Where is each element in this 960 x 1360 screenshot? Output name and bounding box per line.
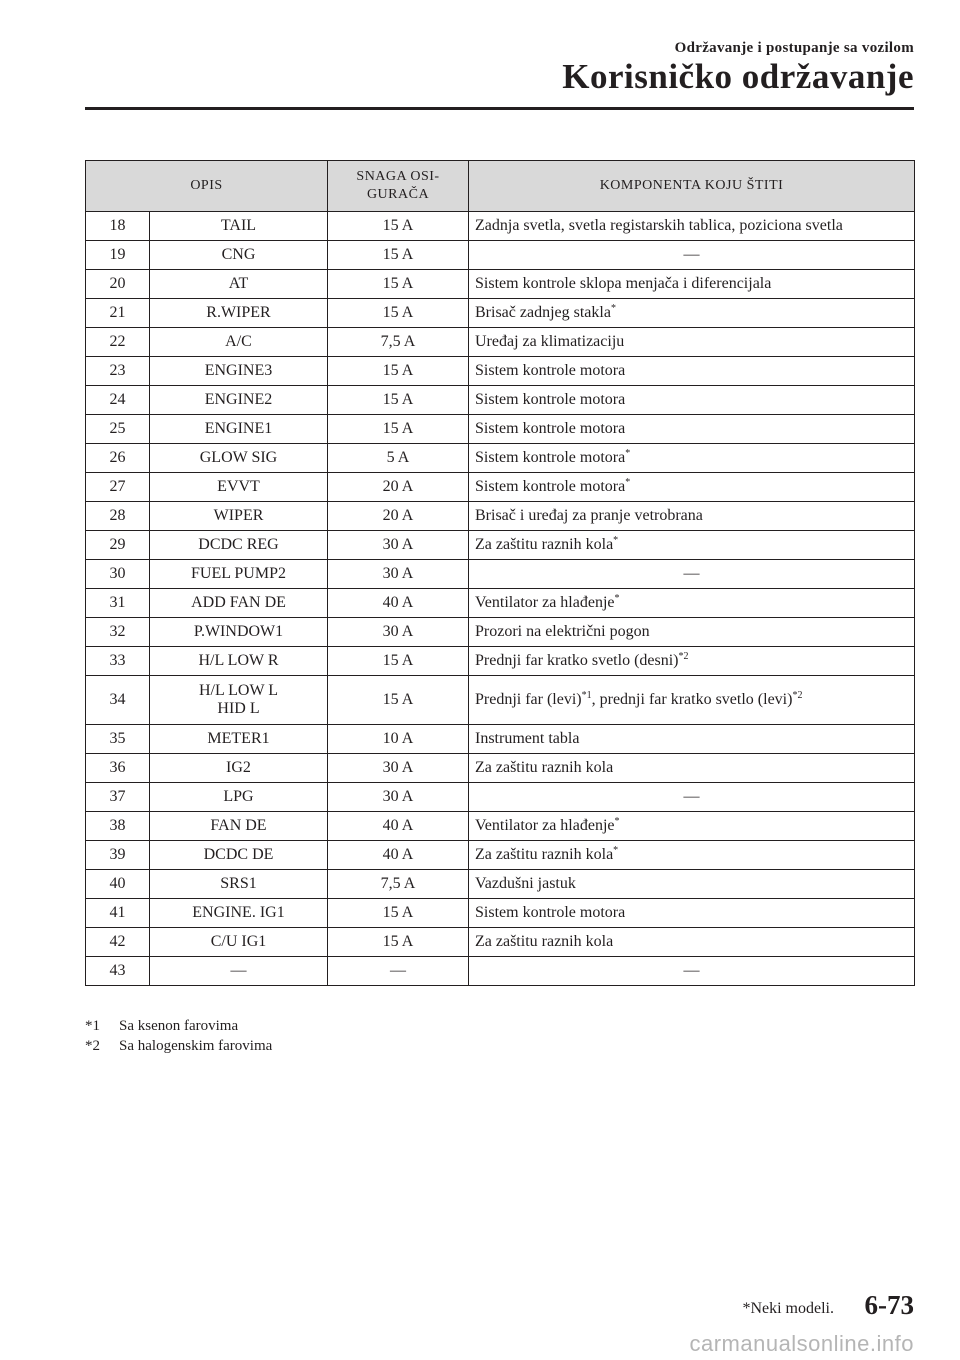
footnote-ref: * — [614, 816, 620, 827]
footnote-2 — [85, 1036, 272, 1056]
footer-note: *Neki modeli. — [742, 1300, 834, 1317]
footnote-ref: * — [613, 535, 619, 546]
fuse-name: ENGINE1 — [150, 415, 328, 444]
fuse-rating: 30 A — [328, 560, 469, 589]
fuse-number: 40 — [86, 870, 150, 899]
table-row — [86, 783, 915, 812]
protected-component — [469, 647, 915, 676]
fuse-number: 21 — [86, 299, 150, 328]
fuse-name: IG2 — [150, 754, 328, 783]
fuse-number: 41 — [86, 899, 150, 928]
component-text: Prednji far kratko svetlo (desni) — [475, 652, 679, 669]
footnote-ref: * — [610, 303, 616, 314]
table-row — [86, 502, 915, 531]
fuse-rating: — — [328, 957, 469, 986]
protected-component — [469, 328, 915, 357]
protected-component — [469, 444, 915, 473]
table-row — [86, 676, 915, 725]
table-row — [86, 957, 915, 986]
fuse-number: 19 — [86, 241, 150, 270]
fuse-name: AT — [150, 270, 328, 299]
protected-component — [469, 270, 915, 299]
table-row — [86, 870, 915, 899]
protected-component — [469, 870, 915, 899]
fuse-name: ADD FAN DE — [150, 589, 328, 618]
fuse-name: SRS1 — [150, 870, 328, 899]
fuse-rating: 7,5 A — [328, 328, 469, 357]
table-row — [86, 531, 915, 560]
fuse-rating: 40 A — [328, 841, 469, 870]
table-row — [86, 473, 915, 502]
fuse-number: 34 — [86, 676, 150, 725]
component-text: Sistem kontrole motora — [475, 391, 626, 408]
component-text: Za zaštitu raznih kola — [475, 759, 614, 776]
component-text: Sistem kontrole motora — [475, 478, 626, 495]
table-row — [86, 754, 915, 783]
fuse-name: DCDC REG — [150, 531, 328, 560]
table-row — [86, 725, 915, 754]
component-text: Sistem kontrole motora — [475, 362, 626, 379]
fuse-number: 42 — [86, 928, 150, 957]
protected-component — [469, 928, 915, 957]
header-rule — [85, 107, 914, 110]
fuse-rating: 15 A — [328, 212, 469, 241]
fuse-number: 20 — [86, 270, 150, 299]
component-text: Sistem kontrole sklopa menjača i diferencijala — [475, 275, 772, 292]
table-row — [86, 928, 915, 957]
protected-component — [469, 618, 915, 647]
fuse-rating: 40 A — [328, 812, 469, 841]
component-text: Zadnja svetla, svetla registarskih tablica, poziciona svetla — [475, 217, 843, 234]
protected-component — [469, 357, 915, 386]
component-text: Instrument tabla — [475, 730, 580, 747]
component-text: Sistem kontrole motora — [475, 904, 626, 921]
fuse-rating: 30 A — [328, 618, 469, 647]
fuse-number: 29 — [86, 531, 150, 560]
footnotes — [85, 1016, 272, 1056]
protected-component — [469, 386, 915, 415]
fuse-name: ENGINE3 — [150, 357, 328, 386]
component-text: — — [683, 788, 700, 805]
fuse-number: 27 — [86, 473, 150, 502]
fuse-rating: 20 A — [328, 473, 469, 502]
fuse-name: H/L LOW R — [150, 647, 328, 676]
fuse-rating: 40 A — [328, 589, 469, 618]
fuse-rating: 15 A — [328, 270, 469, 299]
fuse-number: 25 — [86, 415, 150, 444]
fuse-name: GLOW SIG — [150, 444, 328, 473]
fuse-table — [85, 160, 915, 986]
fuse-name: FAN DE — [150, 812, 328, 841]
footnote-ref: * — [625, 477, 631, 488]
footnote-ref: *1 — [581, 690, 592, 701]
fuse-number: 26 — [86, 444, 150, 473]
table-row — [86, 328, 915, 357]
protected-component — [469, 560, 915, 589]
fuse-rating: 15 A — [328, 899, 469, 928]
protected-component — [469, 812, 915, 841]
table-row — [86, 899, 915, 928]
table-row — [86, 618, 915, 647]
component-text: Vazdušni jastuk — [475, 875, 576, 892]
fuse-rating: 15 A — [328, 299, 469, 328]
fuse-name: FUEL PUMP2 — [150, 560, 328, 589]
protected-component — [469, 212, 915, 241]
fuse-name: METER1 — [150, 725, 328, 754]
protected-component — [469, 783, 915, 812]
table-row — [86, 241, 915, 270]
component-text: , prednji far kratko svetlo (levi) — [591, 691, 793, 708]
table-row — [86, 560, 915, 589]
protected-component — [469, 899, 915, 928]
fuse-name: TAIL — [150, 212, 328, 241]
component-text: — — [683, 565, 700, 582]
table-row — [86, 212, 915, 241]
fuse-rating: 15 A — [328, 647, 469, 676]
fuse-rating: 7,5 A — [328, 870, 469, 899]
footnote-ref: *2 — [678, 651, 689, 662]
component-text: Ventilator za hlađenje — [475, 817, 615, 834]
component-text: Prednji far (levi) — [475, 691, 582, 708]
protected-component — [469, 957, 915, 986]
component-text: — — [683, 246, 700, 263]
fuse-number: 35 — [86, 725, 150, 754]
component-text: Za zaštitu raznih kola — [475, 846, 614, 863]
protected-component — [469, 676, 915, 725]
fuse-rating: 20 A — [328, 502, 469, 531]
fuse-number: 38 — [86, 812, 150, 841]
page-header — [562, 40, 914, 97]
footnote-mark: *2 — [85, 1038, 100, 1054]
fuse-rating: 15 A — [328, 357, 469, 386]
footnote-text: Sa halogenskim farovima — [119, 1038, 273, 1054]
footnote-ref: * — [614, 593, 620, 604]
fuse-number: 30 — [86, 560, 150, 589]
component-text: — — [683, 962, 700, 979]
fuse-name: H/L LOW L HID L — [150, 676, 328, 725]
fuse-number: 32 — [86, 618, 150, 647]
component-text: Prozori na električni pogon — [475, 623, 650, 640]
fuse-number: 37 — [86, 783, 150, 812]
fuse-number: 23 — [86, 357, 150, 386]
table-row — [86, 386, 915, 415]
fuse-name: EVVT — [150, 473, 328, 502]
protected-component — [469, 725, 915, 754]
fuse-rating: 10 A — [328, 725, 469, 754]
fuse-name: A/C — [150, 328, 328, 357]
fuse-name: CNG — [150, 241, 328, 270]
footnote-ref: * — [625, 448, 631, 459]
protected-component — [469, 589, 915, 618]
component-text: Sistem kontrole motora — [475, 420, 626, 437]
fuse-number: 28 — [86, 502, 150, 531]
component-text: Ventilator za hlađenje — [475, 594, 615, 611]
fuse-rating: 15 A — [328, 928, 469, 957]
table-row — [86, 841, 915, 870]
protected-component — [469, 241, 915, 270]
protected-component — [469, 502, 915, 531]
fuse-rating: 30 A — [328, 754, 469, 783]
protected-component — [469, 841, 915, 870]
protected-component — [469, 299, 915, 328]
table-header-row — [86, 161, 915, 212]
fuse-number: 24 — [86, 386, 150, 415]
fuse-number: 22 — [86, 328, 150, 357]
fuse-name: WIPER — [150, 502, 328, 531]
fuse-number: 39 — [86, 841, 150, 870]
table-row — [86, 589, 915, 618]
component-text: Sistem kontrole motora — [475, 449, 626, 466]
fuse-name: DCDC DE — [150, 841, 328, 870]
fuse-name: C/U IG1 — [150, 928, 328, 957]
table-row — [86, 415, 915, 444]
protected-component — [469, 531, 915, 560]
protected-component — [469, 754, 915, 783]
table-row — [86, 812, 915, 841]
watermark: carmanualsonline.info — [689, 1331, 914, 1356]
footnote-ref: * — [613, 845, 619, 856]
col-header-opis: OPIS — [86, 161, 328, 212]
fuse-rating: 15 A — [328, 386, 469, 415]
fuse-rating: 30 A — [328, 783, 469, 812]
section-title: Korisničko održavanje — [562, 57, 914, 96]
fuse-name: P.WINDOW1 — [150, 618, 328, 647]
component-text: Uređaj za klimatizaciju — [475, 333, 625, 350]
fuse-name: LPG — [150, 783, 328, 812]
fuse-rating: 30 A — [328, 531, 469, 560]
fuse-number: 18 — [86, 212, 150, 241]
col-header-component: KOMPONENTA KOJU ŠTITI — [469, 161, 915, 212]
fuse-table-body — [86, 212, 915, 986]
fuse-number: 36 — [86, 754, 150, 783]
table-row — [86, 647, 915, 676]
table-row — [86, 444, 915, 473]
fuse-rating: 15 A — [328, 241, 469, 270]
footnote-ref: *2 — [792, 690, 803, 701]
fuse-rating: 5 A — [328, 444, 469, 473]
table-row — [86, 270, 915, 299]
footnote-text: Sa ksenon farovima — [119, 1018, 239, 1034]
fuse-number: 31 — [86, 589, 150, 618]
table-row — [86, 357, 915, 386]
table-row — [86, 299, 915, 328]
footnote-1 — [85, 1016, 272, 1036]
fuse-number: 33 — [86, 647, 150, 676]
component-text: Brisač zadnjeg stakla — [475, 304, 611, 321]
fuse-name: ENGINE2 — [150, 386, 328, 415]
page-number: 6-73 — [864, 1290, 914, 1320]
component-text: Za zaštitu raznih kola — [475, 933, 614, 950]
component-text: Brisač i uređaj za pranje vetrobrana — [475, 507, 703, 524]
fuse-number: 43 — [86, 957, 150, 986]
protected-component — [469, 473, 915, 502]
fuse-rating: 15 A — [328, 415, 469, 444]
fuse-name: ENGINE. IG1 — [150, 899, 328, 928]
col-header-rating: SNAGA OSI- GURAČA — [328, 161, 469, 212]
protected-component — [469, 415, 915, 444]
section-subtitle: Održavanje i postupanje sa vozilom — [674, 40, 914, 56]
fuse-rating: 15 A — [328, 676, 469, 725]
component-text: Za zaštitu raznih kola — [475, 536, 614, 553]
fuse-name: — — [150, 957, 328, 986]
fuse-name: R.WIPER — [150, 299, 328, 328]
footnote-mark: *1 — [85, 1018, 100, 1034]
